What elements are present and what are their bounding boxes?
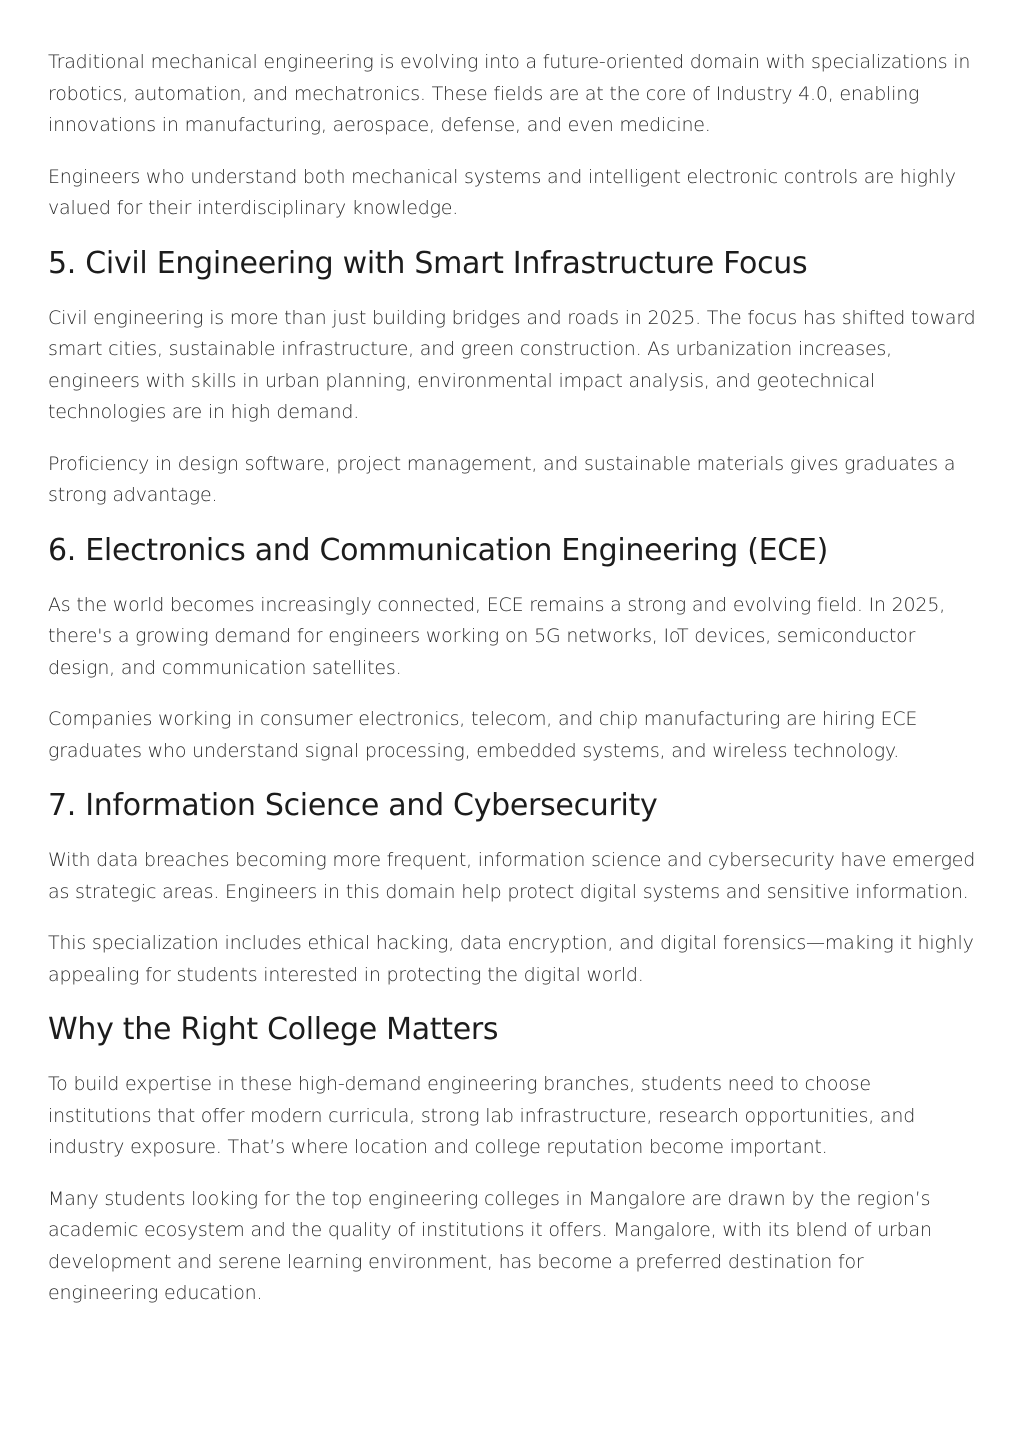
paragraph: This specialization includes ethical hacking, data encryption, and digital forensics—making it highly appealing for students interested in protecting the digital world.: [48, 932, 974, 986]
section-heading-ece: 6. Electronics and Communication Engineering (ECE): [48, 532, 828, 568]
paragraph: Companies working in consumer electronics, telecom, and chip manufacturing are hiring ECE graduates who understand signal processing, embedded systems, and wireless technology.: [48, 708, 918, 762]
section-heading-right-college: Why the Right College Matters: [48, 1012, 499, 1047]
section-heading-civil: 5. Civil Engineering with Smart Infrastructure Focus: [48, 245, 808, 281]
paragraph: Civil engineering is more than just building bridges and roads in 2025. The focus has shifted toward smart cities, sustainable infrastructure, and green construction. As urbanization increases, engineers with skills in urban planning, environmental impact analysis, and geotechnical technologies are in high demand.: [48, 306, 976, 423]
paragraph: Proficiency in design software, project management, and sustainable materials gives graduates a strong advantage.: [48, 452, 956, 506]
paragraph: As the world becomes increasingly connected, ECE remains a strong and evolving field. In 2025, there's a growing demand for engineers working on 5G networks, IoT devices, semiconductor design, and communication satellites.: [48, 593, 946, 679]
section-heading-cybersecurity: 7. Information Science and Cybersecurity: [48, 788, 658, 823]
paragraph: Engineers who understand both mechanical systems and intelligent electronic controls are highly valued for their interdisciplinary knowledge.: [48, 165, 956, 219]
paragraph: With data breaches becoming more frequent, information science and cybersecurity have emerged as strategic areas. Engineers in this domain help protect digital systems and sensitive information.: [48, 849, 976, 903]
paragraph: Many students looking for the top engineering colleges in Mangalore are drawn by the region’s academic ecosystem and the quality of institutions it offers. Mangalore, with its blend of urban development and serene learning environment, has become a preferred destination for engineering education.: [48, 1187, 932, 1304]
paragraph: To build expertise in these high-demand engineering branches, students need to choose institutions that offer modern curricula, strong lab infrastructure, research opportunities, and industry exposure. That’s where location and college reputation become important.: [48, 1073, 916, 1158]
article-body: [48, 47, 978, 1330]
paragraph: Traditional mechanical engineering is evolving into a future-oriented domain with specializations in robotics, automation, and mechatronics. These fields are at the core of Industry 4.0, enabling innovations in manufacturing, aerospace, defense, and even medicine.: [48, 51, 971, 136]
